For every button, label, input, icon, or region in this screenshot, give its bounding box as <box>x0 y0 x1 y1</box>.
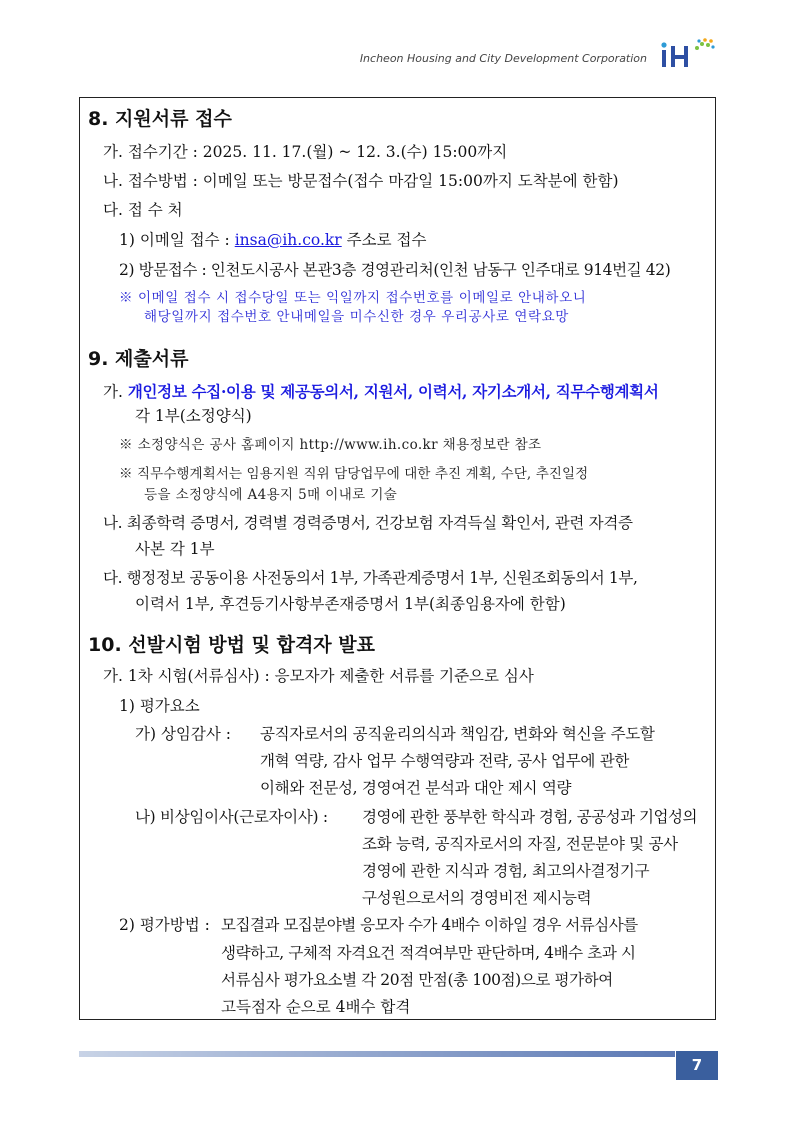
s8-email-line: 1) 이메일 접수 : insa@ih.co.kr 주소로 접수 <box>119 231 427 249</box>
section-9-title: 9. 제출서류 <box>88 348 189 370</box>
s8-place-heading: 다. 접 수 처 <box>103 201 183 219</box>
s10-method-line3: 서류심사 평가요소별 각 20점 만점(총 100점)으로 평가하여 <box>221 971 613 989</box>
section-8-title: 8. 지원서류 접수 <box>88 108 232 130</box>
s10-na-label: 나) 비상임이사(근로자이사) : <box>135 808 328 826</box>
s9-note2-line1: ※ 직무수행계획서는 임용지원 직위 담당업무에 대한 추진 계획, 수단, 추진일정 <box>119 466 589 482</box>
s10-eval-elements: 1) 평가요소 <box>119 697 200 715</box>
s10-ga-label: 가) 상임감사 : <box>135 725 231 743</box>
page-number: 7 <box>676 1051 718 1080</box>
ih-logo <box>659 36 721 72</box>
s10-ga-line3: 이해와 전문성, 경영여건 분석과 대안 제시 역량 <box>260 779 572 797</box>
s8-note-line2: 해당일까지 접수번호 안내메일을 미수신한 경우 우리공사로 연락요망 <box>144 309 569 325</box>
s8-visit-line: 2) 방문접수 : 인천도시공사 본관3층 경영관리처(인천 남동구 인주대로 914번길 42) <box>119 261 671 279</box>
s10-method-line2: 생략하고, 구체적 자격요건 적격여부만 판단하며, 4배수 초과 시 <box>221 944 636 962</box>
s10-method-line1: 모집결과 모집분야별 응모자 수가 4배수 이하일 경우 서류심사를 <box>221 916 638 934</box>
s10-na-line1: 경영에 관한 풍부한 학식과 경험, 공공성과 기업성의 <box>362 808 697 826</box>
s9-c-line1: 다. 행정정보 공동이용 사전동의서 1부, 가족관계증명서 1부, 신원조회동의서 1부, <box>103 569 638 587</box>
s10-na-line4: 구성원으로서의 경영비전 제시능력 <box>362 889 592 907</box>
s8-note-line1: ※ 이메일 접수 시 접수당일 또는 익일까지 접수번호를 이메일로 안내하오니 <box>119 290 587 306</box>
s9-b-line2: 사본 각 1부 <box>135 540 215 558</box>
section-10-title: 10. 선발시험 방법 및 합격자 발표 <box>88 634 375 656</box>
s9-a-line1: 가. 개인정보 수집·이용 및 제공동의서, 지원서, 이력서, 자기소개서, 직무수행계획서 <box>103 382 659 401</box>
s9-b-line1: 나. 최종학력 증명서, 경력별 경력증명서, 건강보험 자격득실 확인서, 관련 자격증 <box>103 514 633 532</box>
s10-na-line3: 경영에 관한 지식과 경험, 최고의사결정기구 <box>362 862 650 880</box>
s10-na-line2: 조화 능력, 공직자로서의 자질, 전문분야 및 공사 <box>362 835 678 853</box>
s10-a: 가. 1차 시험(서류심사) : 응모자가 제출한 서류를 기준으로 심사 <box>103 667 534 685</box>
s9-a-line2: 각 1부(소정양식) <box>135 407 252 425</box>
s9-note1: ※ 소정양식은 공사 홈페이지 http://www.ih.co.kr 채용정보란 참조 <box>119 437 542 453</box>
header-org-name: Incheon Housing and City Development Corporation <box>359 52 647 65</box>
s8-method: 나. 접수방법 : 이메일 또는 방문접수(접수 마감일 15:00까지 도착분에 한함) <box>103 172 619 190</box>
footer-rule <box>79 1051 675 1057</box>
s9-note2-line2: 등을 소정양식에 A4용지 5매 이내로 기술 <box>144 487 398 503</box>
s9-c-line2: 이력서 1부, 후견등기사항부존재증명서 1부(최종임용자에 한함) <box>135 595 566 613</box>
s10-method-label: 2) 평가방법 : <box>119 916 210 934</box>
s10-ga-line1: 공직자로서의 공직윤리의식과 책임감, 변화와 혁신을 주도할 <box>260 725 655 743</box>
s10-method-line4: 고득점자 순으로 4배수 합격 <box>221 998 411 1016</box>
email-link[interactable]: insa@ih.co.kr <box>234 231 342 249</box>
s8-period: 가. 접수기간 : 2025. 11. 17.(월) ~ 12. 3.(수) 15:00까지 <box>103 143 508 161</box>
s10-ga-line2: 개혁 역량, 감사 업무 수행역량과 전략, 공사 업무에 관한 <box>260 752 630 770</box>
